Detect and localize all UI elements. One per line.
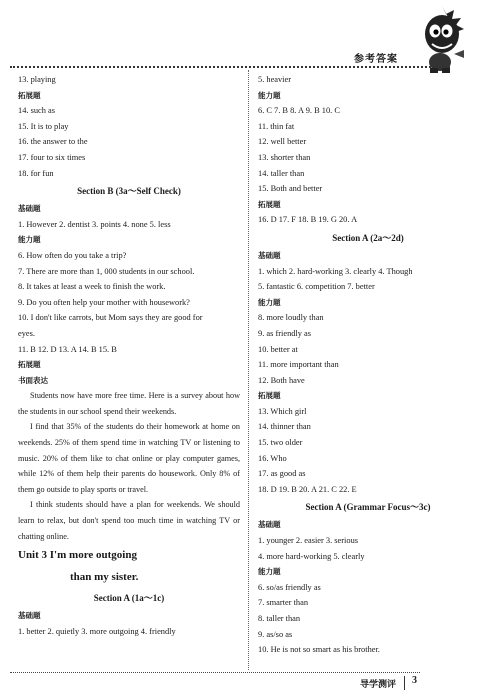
- answer-line: 11. B 12. D 13. A 14. B 15. B: [18, 344, 117, 354]
- category-label: 拓展题: [18, 90, 41, 100]
- category-label: 能力题: [18, 235, 41, 245]
- category-label: 拓展题: [18, 360, 41, 370]
- page-number: 3: [412, 675, 417, 686]
- answer-line: 7. There are more than 1, 000 students in our school.: [18, 266, 195, 276]
- answer-line: 15. It is to play: [18, 121, 69, 131]
- answer-line: 9. Do you often help your mother with housework?: [18, 297, 190, 307]
- answer-line: 6. so/as friendly as: [258, 582, 321, 592]
- answer-line: 17. as good as: [258, 469, 306, 479]
- answer-line: 6. How often do you take a trip?: [18, 250, 127, 260]
- answer-line: 16. Who: [258, 453, 287, 463]
- answer-line: 9. as/so as: [258, 629, 293, 639]
- category-label: 基础题: [18, 204, 41, 214]
- header-title: 参考答案: [354, 54, 398, 65]
- page-footer: [0, 670, 500, 696]
- answer-line: 1. which 2. hard-working 3. clearly 4. Though: [258, 266, 413, 276]
- category-label: 能力题: [258, 297, 281, 307]
- unit-title: than my sister.: [70, 571, 139, 584]
- answer-line: 14. thinner than: [258, 422, 311, 432]
- answer-line: 5. fantastic 6. competition 7. better: [258, 282, 375, 292]
- answer-line: 1. better 2. quietly 3. more outgoing 4. friendly: [18, 626, 176, 636]
- answer-line: 1. younger 2. easier 3. serious: [258, 536, 359, 546]
- category-label: 基础题: [18, 611, 41, 621]
- answer-line: 4. more hard-working 5. clearly: [258, 551, 365, 561]
- category-label: 书面表达: [18, 375, 48, 385]
- footer-separator: [404, 676, 405, 690]
- answer-line: 1. However 2. dentist 3. points 4. none 5. less: [18, 219, 171, 229]
- answer-line: 18. D 19. B 20. A 21. C 22. E: [258, 484, 357, 494]
- answer-line: 11. more important than: [258, 360, 339, 370]
- category-label: 基础题: [258, 520, 281, 530]
- answer-line: 12. well better: [258, 137, 307, 147]
- answer-line: 7. smarter than: [258, 598, 309, 608]
- right-answer-column: [258, 72, 478, 658]
- column-divider: [248, 70, 249, 670]
- answer-line: 10. He is not so smart as his brother.: [258, 645, 380, 655]
- answer-line: eyes.: [18, 328, 35, 338]
- essay-paragraph: I think students should have a plan for weekends. We should learn to relax, but don't spend too much time in watching TV or chatting online.: [18, 500, 240, 541]
- answer-line: 12. Both have: [258, 375, 305, 385]
- answer-line: 13. shorter than: [258, 152, 311, 162]
- category-label: 能力题: [258, 567, 281, 577]
- answer-line: 14. such as: [18, 106, 55, 116]
- category-label: 拓展题: [258, 199, 281, 209]
- answer-line: 16. the answer to the: [18, 137, 88, 147]
- section-heading: Section A (2a～2d): [332, 232, 404, 243]
- answer-line: 9. as friendly as: [258, 328, 312, 338]
- footer-brand: 导学测评: [360, 680, 397, 690]
- answer-line: 15. Both and better: [258, 184, 323, 194]
- left-answer-column: [18, 72, 240, 639]
- answer-line: 13. Which girl: [258, 406, 307, 416]
- answer-line: 18. for fun: [18, 168, 54, 178]
- answer-line: 8. taller than: [258, 614, 301, 623]
- essay-paragraph: Students now have more free time. Here is a survey about how the students in our school spend their weekends.: [18, 391, 240, 416]
- essay-paragraph: I find that 35% of the students do their homework at home on weekends. 25% of them spend time in watching TV or listening to music. 20% of them like to chat online or play computer games, while 12% of them help their parents do housework. Only 8% of them go outside to play sports or travel.: [18, 422, 240, 494]
- answer-line: 8. It takes at least a week to finish the work.: [18, 282, 166, 292]
- answer-line: 10. I don't like carrots, but Mom says they are good for: [18, 313, 203, 323]
- footer-divider: [10, 672, 420, 673]
- answer-line: 17. four to six times: [18, 152, 86, 162]
- answer-line: 6. C 7. B 8. A 9. B 10. C: [258, 106, 340, 116]
- section-heading: Section B (3a～Self Check): [77, 186, 181, 197]
- answer-line: 5. heavier: [258, 75, 292, 84]
- category-label: 拓展题: [258, 391, 281, 401]
- answer-line: 11. thin fat: [258, 121, 295, 131]
- answer-line: 16. D 17. F 18. B 19. G 20. A: [258, 215, 358, 225]
- section-heading: Section A (Grammar Focus～3c): [305, 502, 431, 513]
- header-divider: [10, 66, 450, 68]
- answer-line: 8. more loudly than: [258, 313, 324, 323]
- unit-title: Unit 3 I'm more outgoing: [18, 549, 137, 562]
- answer-line: 10. better at: [258, 344, 298, 354]
- category-label: 能力题: [258, 90, 281, 100]
- answer-line: 15. two older: [258, 438, 303, 448]
- answer-line: 13. playing: [18, 75, 56, 84]
- section-heading: Section A (1a～1c): [93, 593, 165, 604]
- answer-line: 14. taller than: [258, 168, 305, 178]
- page-header: [0, 0, 500, 80]
- category-label: 基础题: [258, 250, 281, 260]
